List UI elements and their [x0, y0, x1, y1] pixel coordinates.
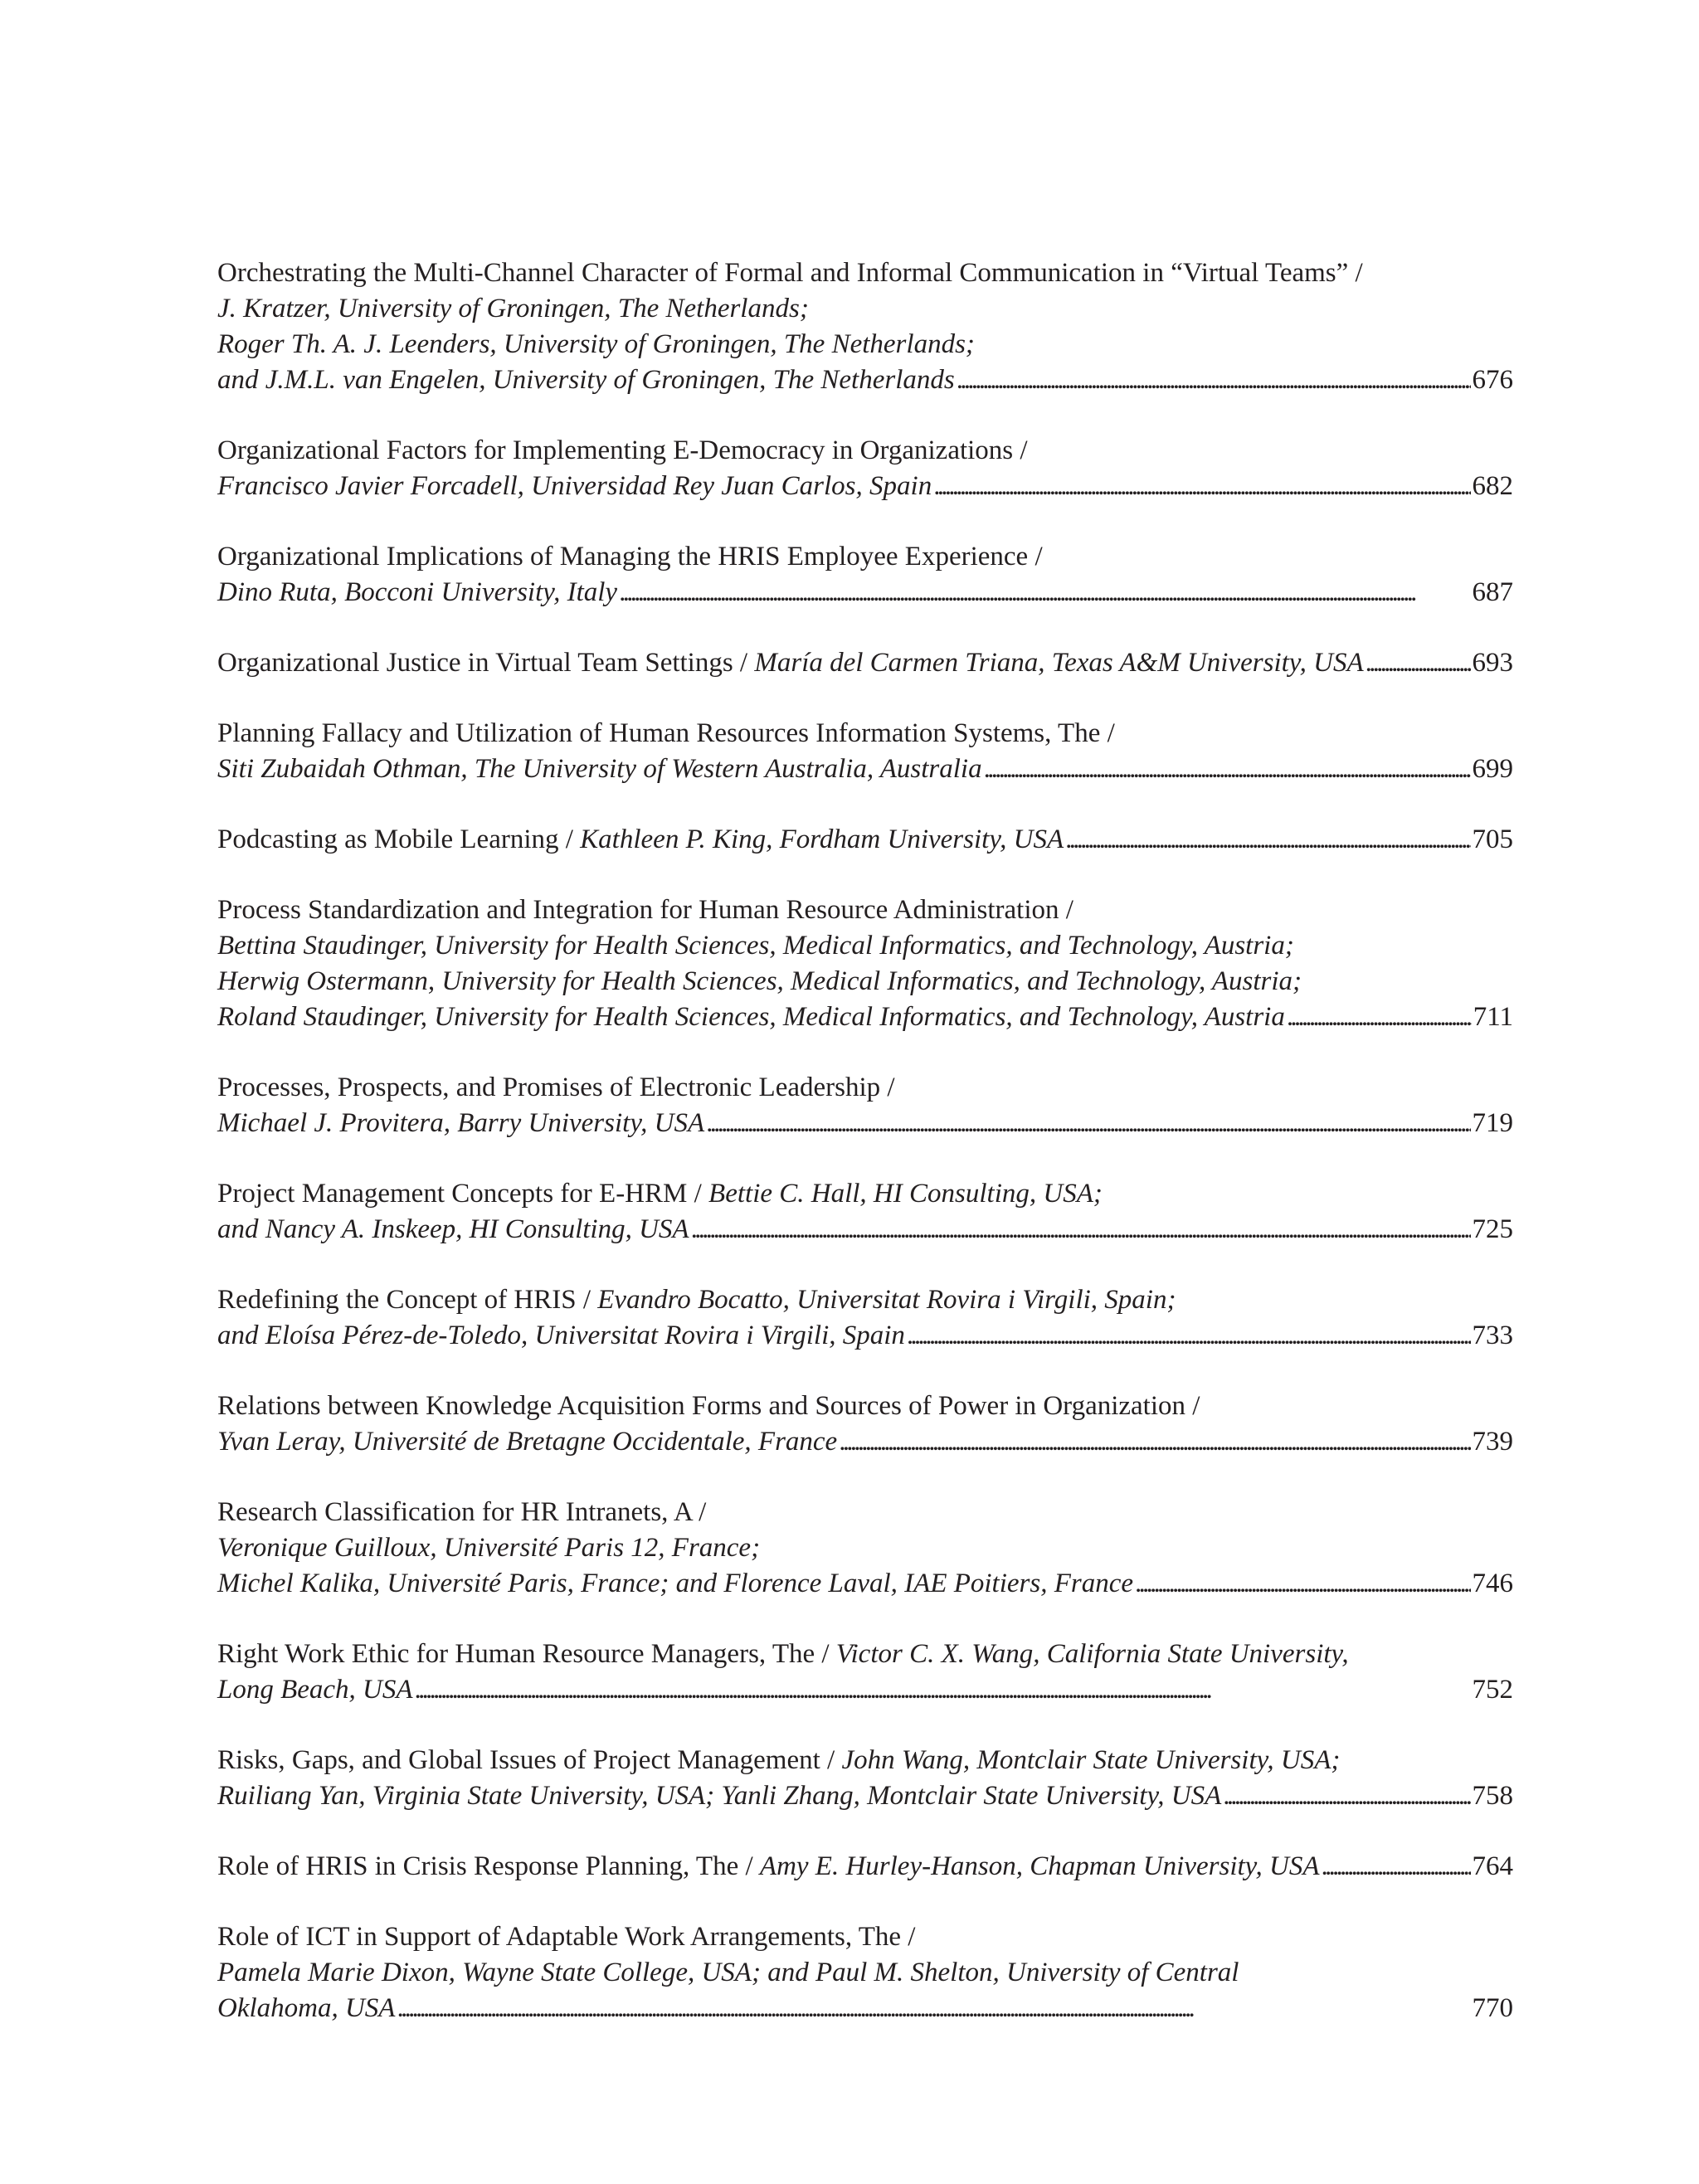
- toc-entry-line: [217, 362, 1513, 398]
- toc-entry: [217, 1637, 1513, 1708]
- toc-entry: [217, 255, 1513, 398]
- toc-entry-line: [217, 255, 1513, 291]
- toc-entry-line: [217, 1530, 1513, 1566]
- toc-entry-line: [217, 1389, 1513, 1424]
- toc-entry-line: [217, 1919, 1513, 1955]
- toc-entry-line: [217, 469, 1513, 504]
- entry-title: Risks, Gaps, and Global Issues of Project Management /: [217, 1745, 842, 1775]
- entry-authors: Francisco Javier Forcadell, Universidad Rey Juan Carlos, Spain: [217, 471, 932, 501]
- toc-entry-line: [217, 1212, 1513, 1248]
- toc-entry: [217, 1743, 1513, 1814]
- entry-authors: Amy E. Hurley-Hanson, Chapman University, USA: [759, 1851, 1320, 1881]
- toc-entry-line: [217, 1106, 1513, 1141]
- page-number: 687: [1472, 577, 1513, 607]
- toc-entry: [217, 716, 1513, 787]
- dot-leader: [619, 575, 1470, 610]
- toc-entry: [217, 1176, 1513, 1248]
- entry-authors: Bettie C. Hall, HI Consulting, USA;: [708, 1179, 1103, 1209]
- toc-entry-line: [217, 1318, 1513, 1354]
- dot-leader: [1321, 1849, 1470, 1885]
- toc-entry: [217, 539, 1513, 610]
- toc-entry-line: [217, 928, 1513, 964]
- dot-leader: [1135, 1566, 1470, 1602]
- dot-leader: [907, 1318, 1471, 1354]
- dot-leader: [397, 1991, 1470, 2026]
- entry-title: Right Work Ethic for Human Resource Managers, The /: [217, 1639, 836, 1669]
- toc-entry-line: [217, 1000, 1513, 1035]
- page-number: 682: [1472, 471, 1513, 501]
- toc-entry-line: [217, 752, 1513, 787]
- toc-entry-line: [217, 575, 1513, 610]
- dot-leader: [984, 752, 1471, 787]
- dot-leader: [706, 1106, 1470, 1141]
- entry-authors: Kathleen P. King, Fordham University, USA: [580, 824, 1064, 854]
- entry-authors: John Wang, Montclair State University, USA;: [841, 1745, 1341, 1775]
- entry-title: Redefining the Concept of HRIS /: [217, 1285, 598, 1315]
- entry-authors: Michael J. Provitera, Barry University, USA: [217, 1108, 705, 1138]
- dot-leader: [415, 1672, 1471, 1708]
- toc-entry-line: [217, 1743, 1513, 1778]
- toc-entry: [217, 822, 1513, 858]
- entry-authors: and Nancy A. Inskeep, HI Consulting, USA: [217, 1214, 689, 1244]
- entry-authors: Siti Zubaidah Othman, The University of Western Australia, Australia: [217, 754, 982, 784]
- entry-authors: Pamela Marie Dixon, Wayne State College, USA; and Paul M. Shelton, University of Central: [217, 1958, 1239, 1987]
- toc-entry: [217, 1919, 1513, 2026]
- dot-leader: [1065, 822, 1470, 858]
- page-number: 676: [1472, 365, 1513, 395]
- toc-entry-line: [217, 1495, 1513, 1530]
- toc-entry-line: [217, 964, 1513, 1000]
- page-number: 764: [1472, 1851, 1513, 1881]
- entry-authors: and J.M.L. van Engelen, University of Groningen, The Netherlands: [217, 365, 955, 395]
- entry-title: Organizational Justice in Virtual Team Settings /: [217, 648, 755, 678]
- toc-entry-line: [217, 1637, 1513, 1672]
- dot-leader: [1366, 645, 1471, 681]
- page-number: 770: [1472, 1993, 1513, 2023]
- toc-entry-line: [217, 539, 1513, 575]
- entry-authors: María del Carmen Triana, Texas A&M University, USA: [754, 648, 1364, 678]
- page-number: 752: [1472, 1675, 1513, 1705]
- entry-title: Organizational Factors for Implementing E-Democracy in Organizations /: [217, 435, 1028, 465]
- dot-leader: [691, 1212, 1471, 1248]
- entry-authors: Herwig Ostermann, University for Health Sciences, Medical Informatics, and Technology, Austria;: [217, 966, 1302, 996]
- entry-authors: J. Kratzer, University of Groningen, The Netherlands;: [217, 294, 809, 323]
- toc-entry-line: [217, 327, 1513, 362]
- toc-entry-line: [217, 893, 1513, 928]
- page-number: 733: [1472, 1321, 1513, 1350]
- toc-entry-line: [217, 1282, 1513, 1318]
- toc-entry: [217, 645, 1513, 681]
- toc-entry-line: [217, 1849, 1513, 1885]
- toc-entry-line: [217, 1424, 1513, 1460]
- toc-entry: [217, 1282, 1513, 1354]
- entry-title: Organizational Implications of Managing the HRIS Employee Experience /: [217, 542, 1043, 572]
- toc-entry: [217, 893, 1513, 1035]
- entry-authors: Long Beach, USA: [217, 1675, 413, 1705]
- entry-title: Planning Fallacy and Utilization of Human Resources Information Systems, The /: [217, 718, 1115, 748]
- dot-leader: [1223, 1778, 1470, 1814]
- page-number: 699: [1472, 754, 1513, 784]
- entry-authors: Yvan Leray, Université de Bretagne Occidentale, France: [217, 1427, 838, 1457]
- toc-entry-line: [217, 822, 1513, 858]
- entry-title: Podcasting as Mobile Learning /: [217, 824, 581, 854]
- toc-entry-line: [217, 291, 1513, 327]
- page-number: 693: [1472, 648, 1513, 678]
- page-number: 711: [1473, 1002, 1513, 1032]
- entry-title: Role of HRIS in Crisis Response Planning, The /: [217, 1851, 760, 1881]
- page-number: 705: [1472, 824, 1513, 854]
- toc-entry: [217, 1495, 1513, 1602]
- toc-entry-line: [217, 645, 1513, 681]
- toc-entry: [217, 1849, 1513, 1885]
- entry-authors: Ruiliang Yan, Virginia State University, USA; Yanli Zhang, Montclair State University, USA: [217, 1781, 1222, 1811]
- toc-entry-line: [217, 1566, 1513, 1602]
- entry-title: Processes, Prospects, and Promises of Electronic Leadership /: [217, 1073, 895, 1102]
- toc-entry-line: [217, 433, 1513, 469]
- entry-authors: Roland Staudinger, University for Health Sciences, Medical Informatics, and Technology, Austria: [217, 1002, 1285, 1032]
- toc-entry-line: [217, 1955, 1513, 1991]
- dot-leader: [957, 362, 1471, 398]
- entry-authors: Evandro Bocatto, Universitat Rovira i Virgili, Spain;: [597, 1285, 1176, 1315]
- entry-authors: Dino Ruta, Bocconi University, Italy: [217, 577, 618, 607]
- toc-entry-line: [217, 716, 1513, 752]
- page-number: 758: [1472, 1781, 1513, 1811]
- dot-leader: [933, 469, 1470, 504]
- dot-leader: [839, 1424, 1470, 1460]
- toc-entry-line: [217, 1070, 1513, 1106]
- toc-entry-line: [217, 1778, 1513, 1814]
- toc-entry: [217, 1389, 1513, 1460]
- entry-authors: Roger Th. A. J. Leenders, University of Groningen, The Netherlands;: [217, 329, 975, 359]
- table-of-contents: [217, 255, 1513, 2061]
- page-number: 746: [1472, 1569, 1513, 1598]
- page-number: 725: [1472, 1214, 1513, 1244]
- toc-entry-line: [217, 1672, 1513, 1708]
- entry-authors: and Eloísa Pérez-de-Toledo, Universitat Rovira i Virgili, Spain: [217, 1321, 905, 1350]
- dot-leader: [1287, 1000, 1472, 1035]
- entry-authors: Oklahoma, USA: [217, 1993, 396, 2023]
- entry-title: Orchestrating the Multi-Channel Character of Formal and Informal Communication in “Virtual Teams” /: [217, 258, 1363, 288]
- page-number: 719: [1472, 1108, 1513, 1138]
- entry-authors: Michel Kalika, Université Paris, France; and Florence Laval, IAE Poitiers, France: [217, 1569, 1134, 1598]
- entry-title: Research Classification for HR Intranets, A /: [217, 1497, 707, 1527]
- toc-entry-line: [217, 1991, 1513, 2026]
- toc-entry-line: [217, 1176, 1513, 1212]
- entry-title: Process Standardization and Integration for Human Resource Administration /: [217, 895, 1073, 925]
- entry-title: Role of ICT in Support of Adaptable Work Arrangements, The /: [217, 1922, 916, 1952]
- page-number: 739: [1472, 1427, 1513, 1457]
- entry-authors: Veronique Guilloux, Université Paris 12, France;: [217, 1533, 761, 1563]
- toc-entry: [217, 433, 1513, 504]
- toc-entry: [217, 1070, 1513, 1141]
- entry-authors: Bettina Staudinger, University for Health Sciences, Medical Informatics, and Technology, Austria;: [217, 931, 1294, 961]
- entry-authors: Victor C. X. Wang, California State University,: [835, 1639, 1349, 1669]
- entry-title: Project Management Concepts for E-HRM /: [217, 1179, 709, 1209]
- entry-title: Relations between Knowledge Acquisition Forms and Sources of Power in Organization /: [217, 1391, 1200, 1421]
